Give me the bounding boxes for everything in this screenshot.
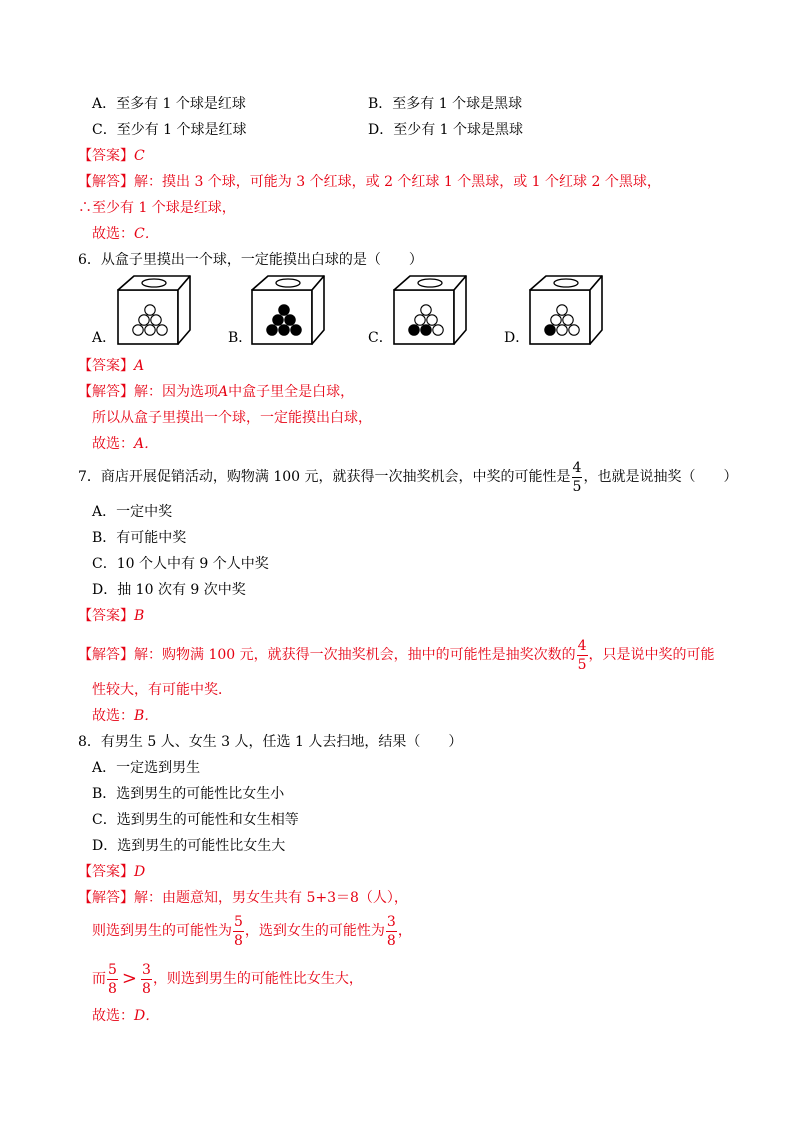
q7-option-d: D．抽 10 次有 9 次中奖 [92, 582, 246, 598]
question-text: ，也就是说抽奖（ ） [583, 469, 738, 485]
analysis-text: ，选到女生的可能性为 [244, 923, 385, 939]
q7-conclusion [92, 706, 158, 726]
question-text: 7．商店开展促销活动，购物满 100 元，就获得一次抽奖机会，中奖的可能性是 [78, 469, 571, 485]
fraction-five-eighths [233, 915, 244, 948]
conclusion-value: A． [134, 436, 159, 452]
q8-analysis-line-1 [78, 888, 408, 908]
conclusion-label: 故选： [92, 1008, 134, 1024]
white-ball [145, 325, 155, 335]
black-ball [279, 325, 289, 335]
box-opening [418, 279, 442, 287]
conclusion-value: D． [134, 1008, 160, 1024]
q6-analysis-line-2: 所以从盒子里摸出一个球，一定能摸出白球， [92, 410, 372, 426]
box-opening [276, 279, 300, 287]
answer-value: C [134, 148, 145, 164]
white-ball [557, 325, 567, 335]
q7-analysis-line-1 [78, 638, 715, 672]
white-ball [421, 305, 431, 315]
fraction-four-fifths [572, 461, 583, 494]
white-ball [157, 325, 167, 335]
q8-option-b: B．选到男生的可能性比女生小 [92, 786, 285, 802]
answer-label: 【答案】 [78, 864, 134, 880]
black-ball [545, 325, 555, 335]
q5-analysis-line-1 [78, 172, 661, 192]
analysis-label: 【解答】 [78, 174, 134, 190]
fraction-five-eighths [107, 963, 118, 996]
q7-option-a: A．一定中奖 [92, 504, 173, 520]
analysis-label: 【解答】 [78, 890, 134, 906]
q5-conclusion [92, 224, 159, 244]
analysis-text: 中盒子里全是白球， [228, 384, 355, 400]
conclusion-value: C． [134, 226, 159, 242]
q6-analysis-line-1 [78, 382, 354, 402]
analysis-text: 解：购物满 100 元，就获得一次抽奖机会，抽中的可能性是抽奖次数的 [134, 647, 576, 663]
q8-option-c: C．选到男生的可能性和女生相等 [92, 812, 299, 828]
fraction-numerator: 4 [572, 459, 582, 476]
black-ball [267, 325, 277, 335]
q5-option-c: C．至少有 1 个球是红球 [92, 122, 247, 138]
q6-label-a: A． [92, 330, 117, 346]
analysis-text: 而 [92, 971, 106, 987]
white-ball [427, 315, 437, 325]
black-ball [291, 325, 301, 335]
white-ball [133, 325, 143, 335]
q6-label-c: C． [368, 330, 393, 346]
q7-question [78, 460, 737, 494]
fraction-denominator: 8 [234, 932, 243, 949]
q5-option-b: B．至多有 1 个球是黑球 [368, 96, 523, 112]
black-ball [285, 315, 295, 325]
q5-answer [78, 146, 145, 166]
analysis-label: 【解答】 [78, 384, 134, 400]
white-ball [415, 315, 425, 325]
fraction-denominator: 8 [142, 980, 151, 997]
fraction-three-eighths [386, 915, 397, 948]
fraction-numerator: 5 [234, 913, 243, 930]
answer-value: B [134, 608, 145, 624]
ball-box-c [388, 272, 470, 346]
q8-option-d: D．选到男生的可能性比女生大 [92, 838, 286, 854]
q8-analysis-line-2 [92, 914, 412, 948]
fraction-denominator: 8 [108, 980, 117, 997]
analysis-text: ，则选到男生的可能性比女生大， [152, 971, 363, 987]
q6-answer [78, 356, 144, 376]
answer-label: 【答案】 [78, 148, 134, 164]
q6-label-d: D． [504, 330, 530, 346]
answer-label: 【答案】 [78, 358, 134, 374]
analysis-text: 解：由题意知，男女生共有 5+3＝8（人）， [134, 890, 408, 906]
fraction-numerator: 5 [108, 961, 117, 978]
white-ball [551, 315, 561, 325]
analysis-text: ，只是说中奖的可能 [588, 647, 715, 663]
analysis-text: 解：摸出 3 个球，可能为 3 个红球，或 2 个红球 1 个黑球，或 1 个红球 2 个黑球， [134, 174, 661, 190]
q5-option-d: D．至少有 1 个球是黑球 [368, 122, 524, 138]
q6-question: 6．从盒子里摸出一个球，一定能摸出白球的是（ ） [78, 252, 423, 268]
white-ball [145, 305, 155, 315]
white-ball [151, 315, 161, 325]
fraction-numerator: 3 [142, 961, 151, 978]
fraction-denominator: 5 [572, 478, 582, 495]
analysis-text: 则选到男生的可能性为 [92, 923, 232, 939]
analysis-label: 【解答】 [78, 647, 134, 663]
white-ball [433, 325, 443, 335]
conclusion-label: 故选： [92, 226, 134, 242]
q7-option-b: B．有可能中奖 [92, 530, 187, 546]
ball-box-d [524, 272, 606, 346]
q8-conclusion [92, 1006, 159, 1026]
conclusion-value: B． [134, 708, 159, 724]
fraction-denominator: 5 [577, 656, 587, 673]
white-ball [563, 315, 573, 325]
q7-analysis-line-2: 性较大，有可能中奖． [92, 682, 232, 698]
white-ball [139, 315, 149, 325]
analysis-text: 解：因为选项 [134, 384, 218, 400]
q8-analysis-line-3 [92, 962, 363, 996]
white-ball [569, 325, 579, 335]
q6-label-b: B． [228, 330, 253, 346]
q5-analysis-line-2: ∴至少有 1 个球是红球， [78, 200, 236, 216]
q6-conclusion [92, 434, 158, 454]
analysis-text: ， [397, 923, 412, 939]
conclusion-label: 故选： [92, 436, 134, 452]
q7-answer [78, 606, 144, 626]
black-ball [273, 315, 283, 325]
ball-box-a [112, 272, 194, 346]
fraction-four-fifths [577, 639, 588, 672]
white-ball [557, 305, 567, 315]
answer-value: D [134, 864, 146, 880]
box-opening [554, 279, 578, 287]
q8-answer [78, 862, 145, 882]
black-ball [409, 325, 419, 335]
fraction-numerator: 4 [577, 637, 587, 654]
fraction-numerator: 3 [386, 913, 396, 930]
q7-option-c: C．10 个人中有 9 个人中奖 [92, 556, 269, 572]
answer-label: 【答案】 [78, 608, 134, 624]
analysis-option-ref: A [218, 384, 229, 400]
black-ball [279, 305, 289, 315]
conclusion-label: 故选： [92, 708, 134, 724]
fraction-denominator: 8 [386, 932, 396, 949]
q8-option-a: A．一定选到男生 [92, 760, 201, 776]
ball-box-b [246, 272, 328, 346]
q5-option-a: A．至多有 1 个球是红球 [92, 96, 246, 112]
q8-question: 8．有男生 5 人、女生 3 人，任选 1 人去扫地，结果（ ） [78, 734, 463, 750]
answer-value: A [134, 358, 145, 374]
fraction-three-eighths [141, 963, 152, 996]
box-opening [142, 279, 166, 287]
black-ball [421, 325, 431, 335]
greater-than-sign: > [121, 968, 138, 989]
